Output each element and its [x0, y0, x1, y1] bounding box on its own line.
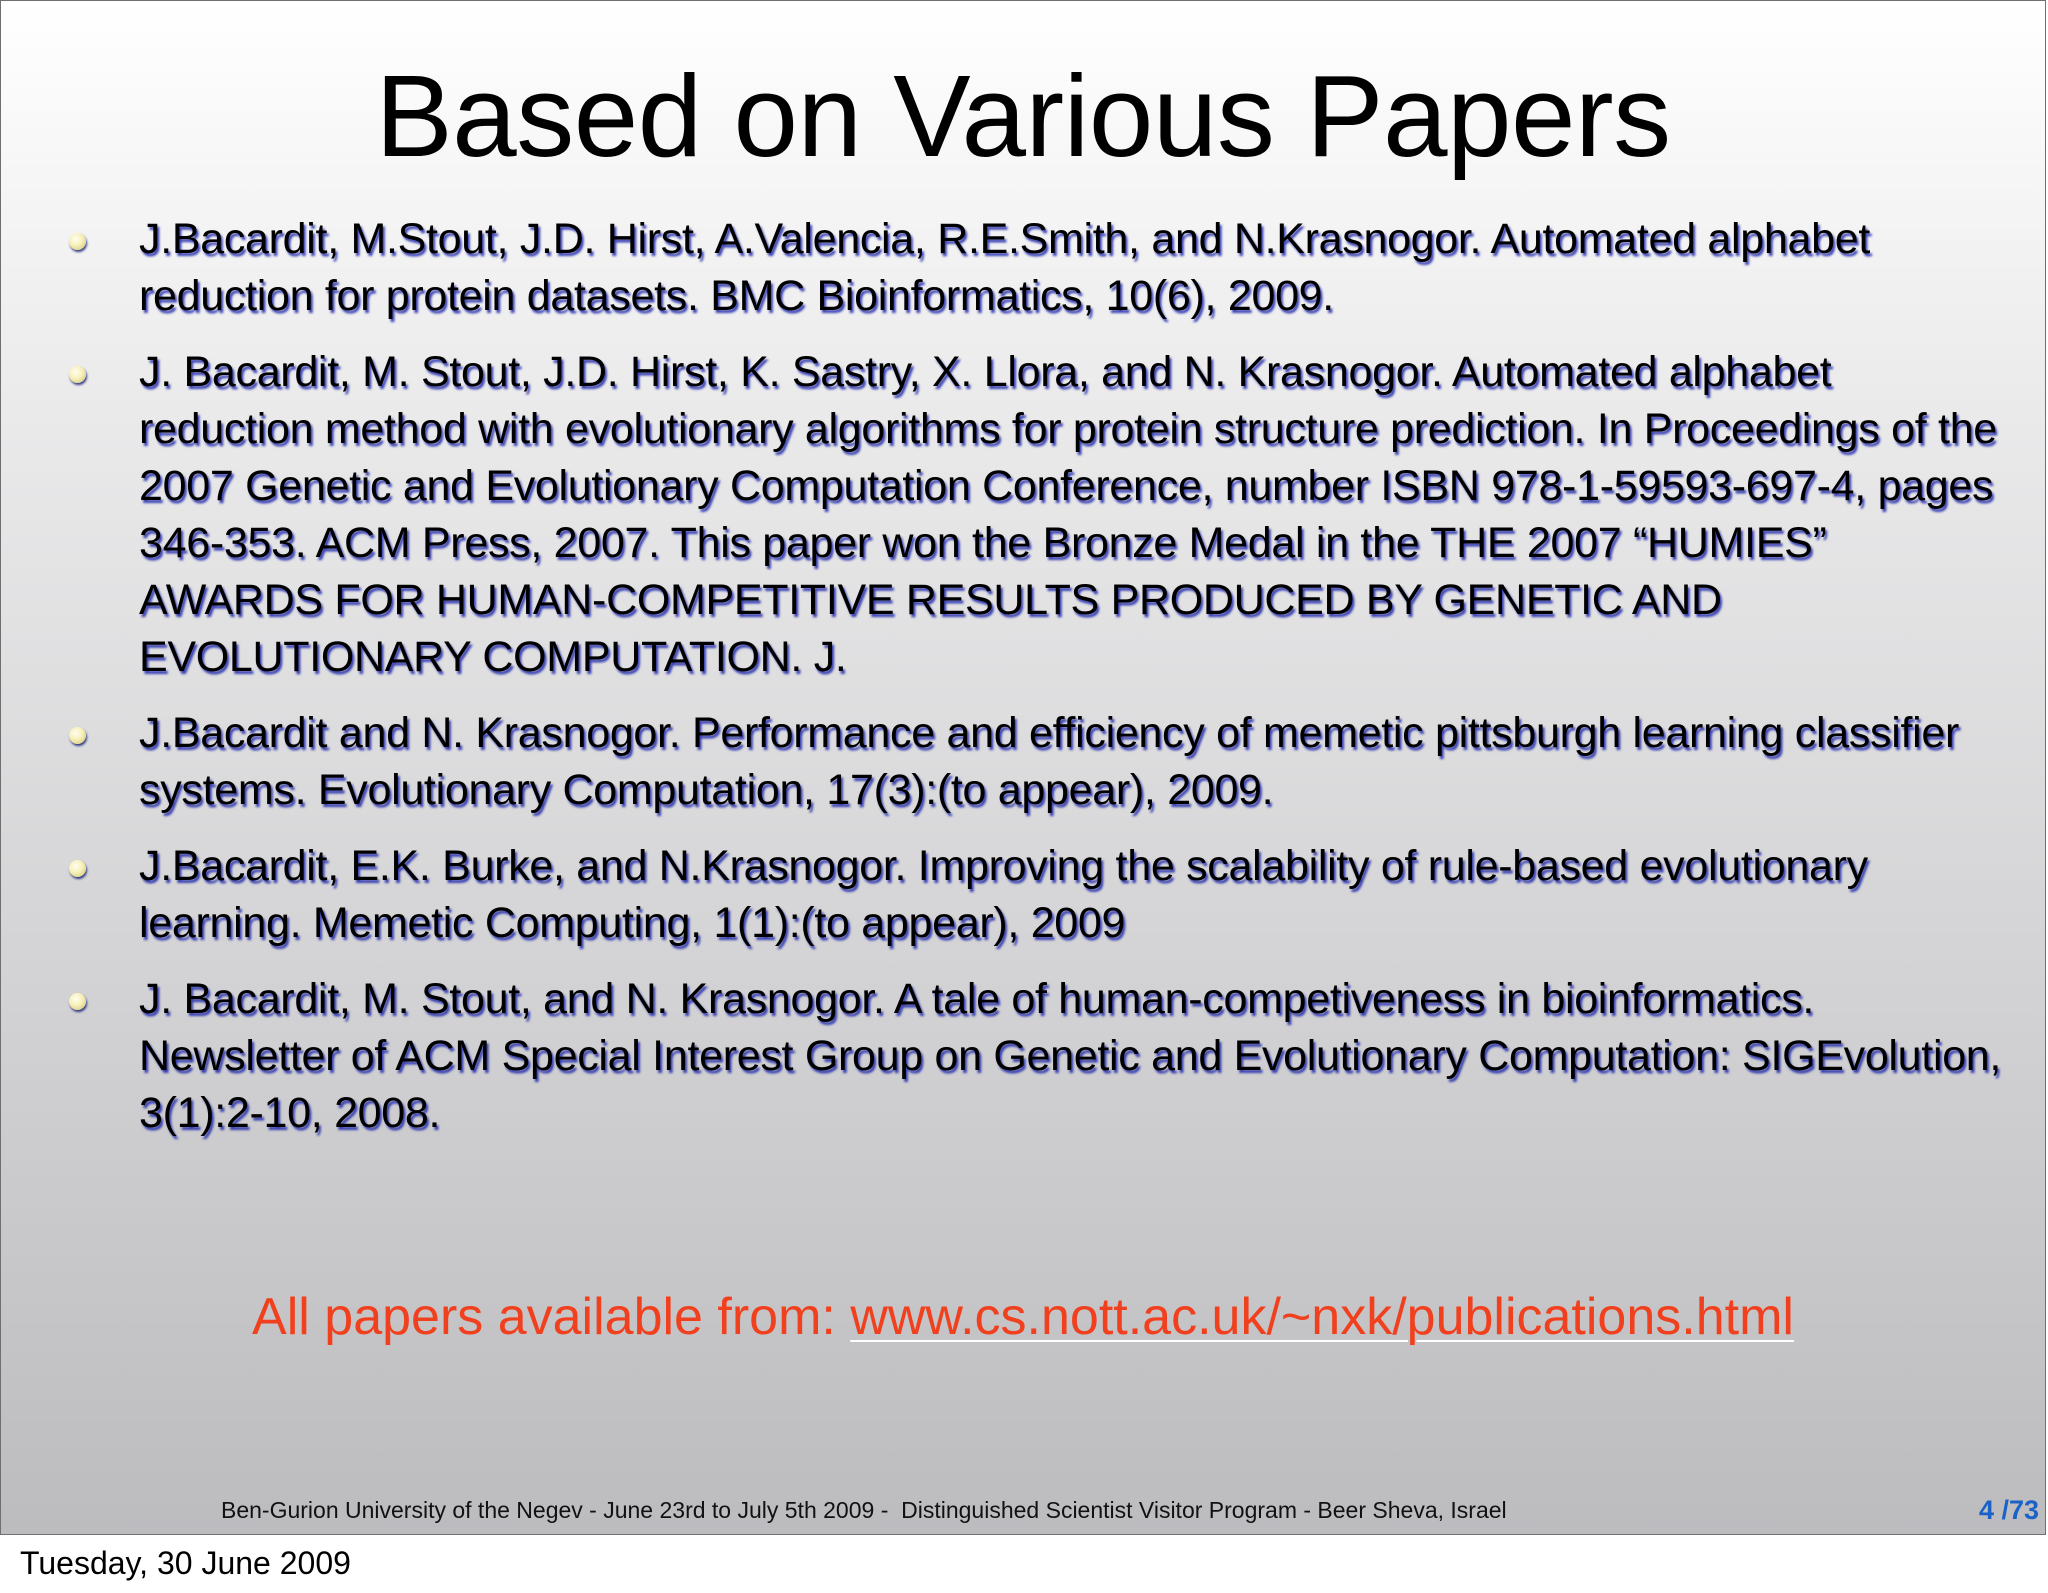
- paper-citation: J.Bacardit, M.Stout, J.D. Hirst, A.Valencia, R.E.Smith, and N.Krasnogor. Automated alphabet reduction for protein datasets. BMC Bioinformatics, 10(6), 2009.: [139, 215, 1870, 320]
- availability-prefix: All papers available from:: [252, 1288, 851, 1346]
- publications-link[interactable]: www.cs.nott.ac.uk/~nxk/publications.html: [850, 1288, 1794, 1346]
- footer-text: Ben-Gurion University of the Negev - June 23rd to July 5th 2009 - Distinguished Scientist Visitor Program - Beer Sheva, Israel: [221, 1497, 1507, 1523]
- bullet-icon: [69, 860, 86, 877]
- paper-citation: J. Bacardit, M. Stout, J.D. Hirst, K. Sastry, X. Llora, and N. Krasnogor. Automated alphabet reduction method with evolutionary algorithms for protein structure prediction. In Proceedings of the 2007 Genetic and Evolutionary Computation Conference, number ISBN 978-1-59593-697-4, pages 346-353. ACM Press, 2007. This paper won the Bronze Medal in the THE 2007 “HUMIES” AWARDS FOR HUMAN-COMPETITIVE RESULTS PRODUCED BY GENETIC AND EVOLUTIONARY COMPUTATION. J.: [139, 348, 1997, 681]
- list-item: [1, 971, 2047, 1142]
- paper-citation: J.Bacardit, E.K. Burke, and N.Krasnogor. Improving the scalability of rule-based evolutionary learning. Memetic Computing, 1(1):(to appear), 2009: [139, 842, 1868, 947]
- list-item: [1, 211, 2047, 325]
- bullet-icon: [69, 233, 86, 250]
- bullet-icon: [69, 366, 86, 383]
- slide-title: Based on Various Papers: [375, 51, 1671, 181]
- list-item: [1, 344, 2047, 686]
- paper-list: [1, 211, 2047, 1161]
- page-number: 4 /73: [1978, 1495, 2039, 1525]
- bullet-icon: [69, 727, 86, 744]
- list-item: [1, 838, 2047, 952]
- bullet-icon: [69, 993, 86, 1010]
- availability-line: [1, 1287, 2045, 1347]
- date-label: Tuesday, 30 June 2009: [20, 1545, 351, 1581]
- paper-citation: J. Bacardit, M. Stout, and N. Krasnogor. A tale of human-competiveness in bioinformatics. Newsletter of ACM Special Interest Group on Genetic and Evolutionary Computation: SIGEvolution, 3(1):2-10, 2008.: [139, 975, 2002, 1137]
- list-item: [1, 705, 2047, 819]
- paper-citation: J.Bacardit and N. Krasnogor. Performance and efficiency of memetic pittsburgh learning classifier systems. Evolutionary Computation, 17(3):(to appear), 2009.: [139, 709, 1960, 814]
